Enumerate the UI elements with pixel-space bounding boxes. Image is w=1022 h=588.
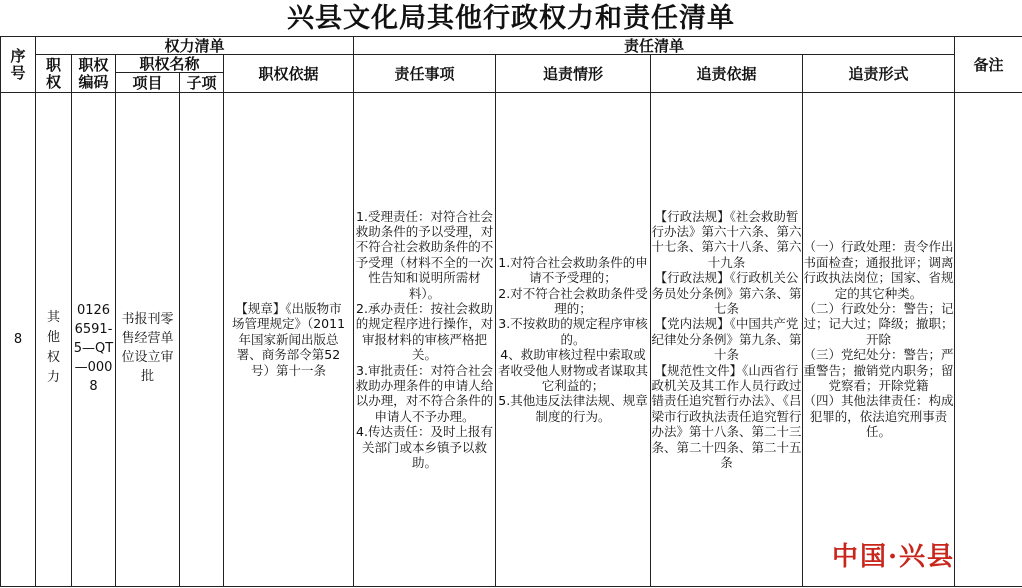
row-code-text: 01266591-5—QT—0008 [73,302,114,394]
header-duty-list: 责任清单 [354,37,955,55]
row-accountability-forms: （一）行政处理：责令作出书面检查；通报批评；调离行政执法岗位；国家、省规定的其它种类。 （二）行政处分：警告；记过；记大过；降级；撤职；开除 （三）党纪处分：警告；严重警告；撤销党内职务；留党察看；开除党籍 （四）其他法律责任：构成犯罪的，依法追究刑事责任。 [803,93,955,587]
row-item [116,93,180,587]
row-duties: 1.受理责任：对符合社会救助条件的予以受理，对不符合社会救助条件的不予受理（材料不全的一次性告知和说明所需材料）。 2.承办责任：按社会救助的规定程序进行操作，对审报材料的审核严格把关。 3.审批责任：对符合社会救助办理条件的申请人给以办理，对不符合条件的申请人不予办理。 4.传达责任：及时上报有关部门或本乡镇予以救助。 [354,93,496,587]
header-duties: 责任事项 [354,55,496,93]
row-basis: 【规章】《出版物市场管理规定》（2011年国家新闻出版总署、商务部令第52号）第十一条 [224,93,354,587]
header-accountability-forms: 追责形式 [803,55,955,93]
power-duty-table [0,36,1022,587]
header-power-item [36,55,72,93]
watermark-logo: 中国·兴县 [832,542,956,572]
row-power-type [36,93,72,587]
header-power-list: 权力清单 [36,37,354,55]
row-remarks [955,93,1022,587]
header-power-item-label: 职权 [45,55,61,91]
header-basis: 职权依据 [224,55,354,93]
header-remarks: 备注 [955,37,1022,93]
page-title: 兴县文化局其他行政权力和责任清单 [287,3,735,34]
row-accountability-cases: 1.对符合社会救助条件的申请不予受理的； 2.对不符合社会救助条件受理的； 3.不按救助的规定程序审核的。 4、救助审核过程中索取或者收受他人财物或者谋取其它利益的； 5.其他违反法律法规、规章制度的行为。 [496,93,651,587]
row-code [72,93,116,587]
row-power-type-text: 其他权力 [46,310,60,385]
header-accountability-basis: 追责依据 [651,55,803,93]
row-accountability-basis: 【行政法规】《社会救助暂行办法》第六十六条、第六十七条、第六十八条、第六十九条 【行政法规】《行政机关公务员处分条例》第六条、第七条 【党内法规】《中国共产党纪律处分条例》第九条、第十条 【规范性文件】《山西省行政机关及其工作人员行政过错责任追究暂行办法》、《吕梁市行政执法责任追究暂行办法》第十八条、第二十三条、第二十四条、第二十五条 [651,93,803,587]
header-seq-label: 序号 [10,46,26,82]
header-power-code-label: 职权编码 [78,55,109,91]
header-sub-item: 子项 [180,73,224,93]
row-seq: 8 [1,93,36,587]
header-accountability-cases: 追责情形 [496,55,651,93]
header-item: 项目 [116,73,180,93]
header-power-code [72,55,116,93]
row-sub-item [180,93,224,587]
row-item-text: 书报刊零售经营单位设立审批 [121,312,174,384]
header-power-name: 职权名称 [116,55,224,73]
header-seq [1,37,36,93]
